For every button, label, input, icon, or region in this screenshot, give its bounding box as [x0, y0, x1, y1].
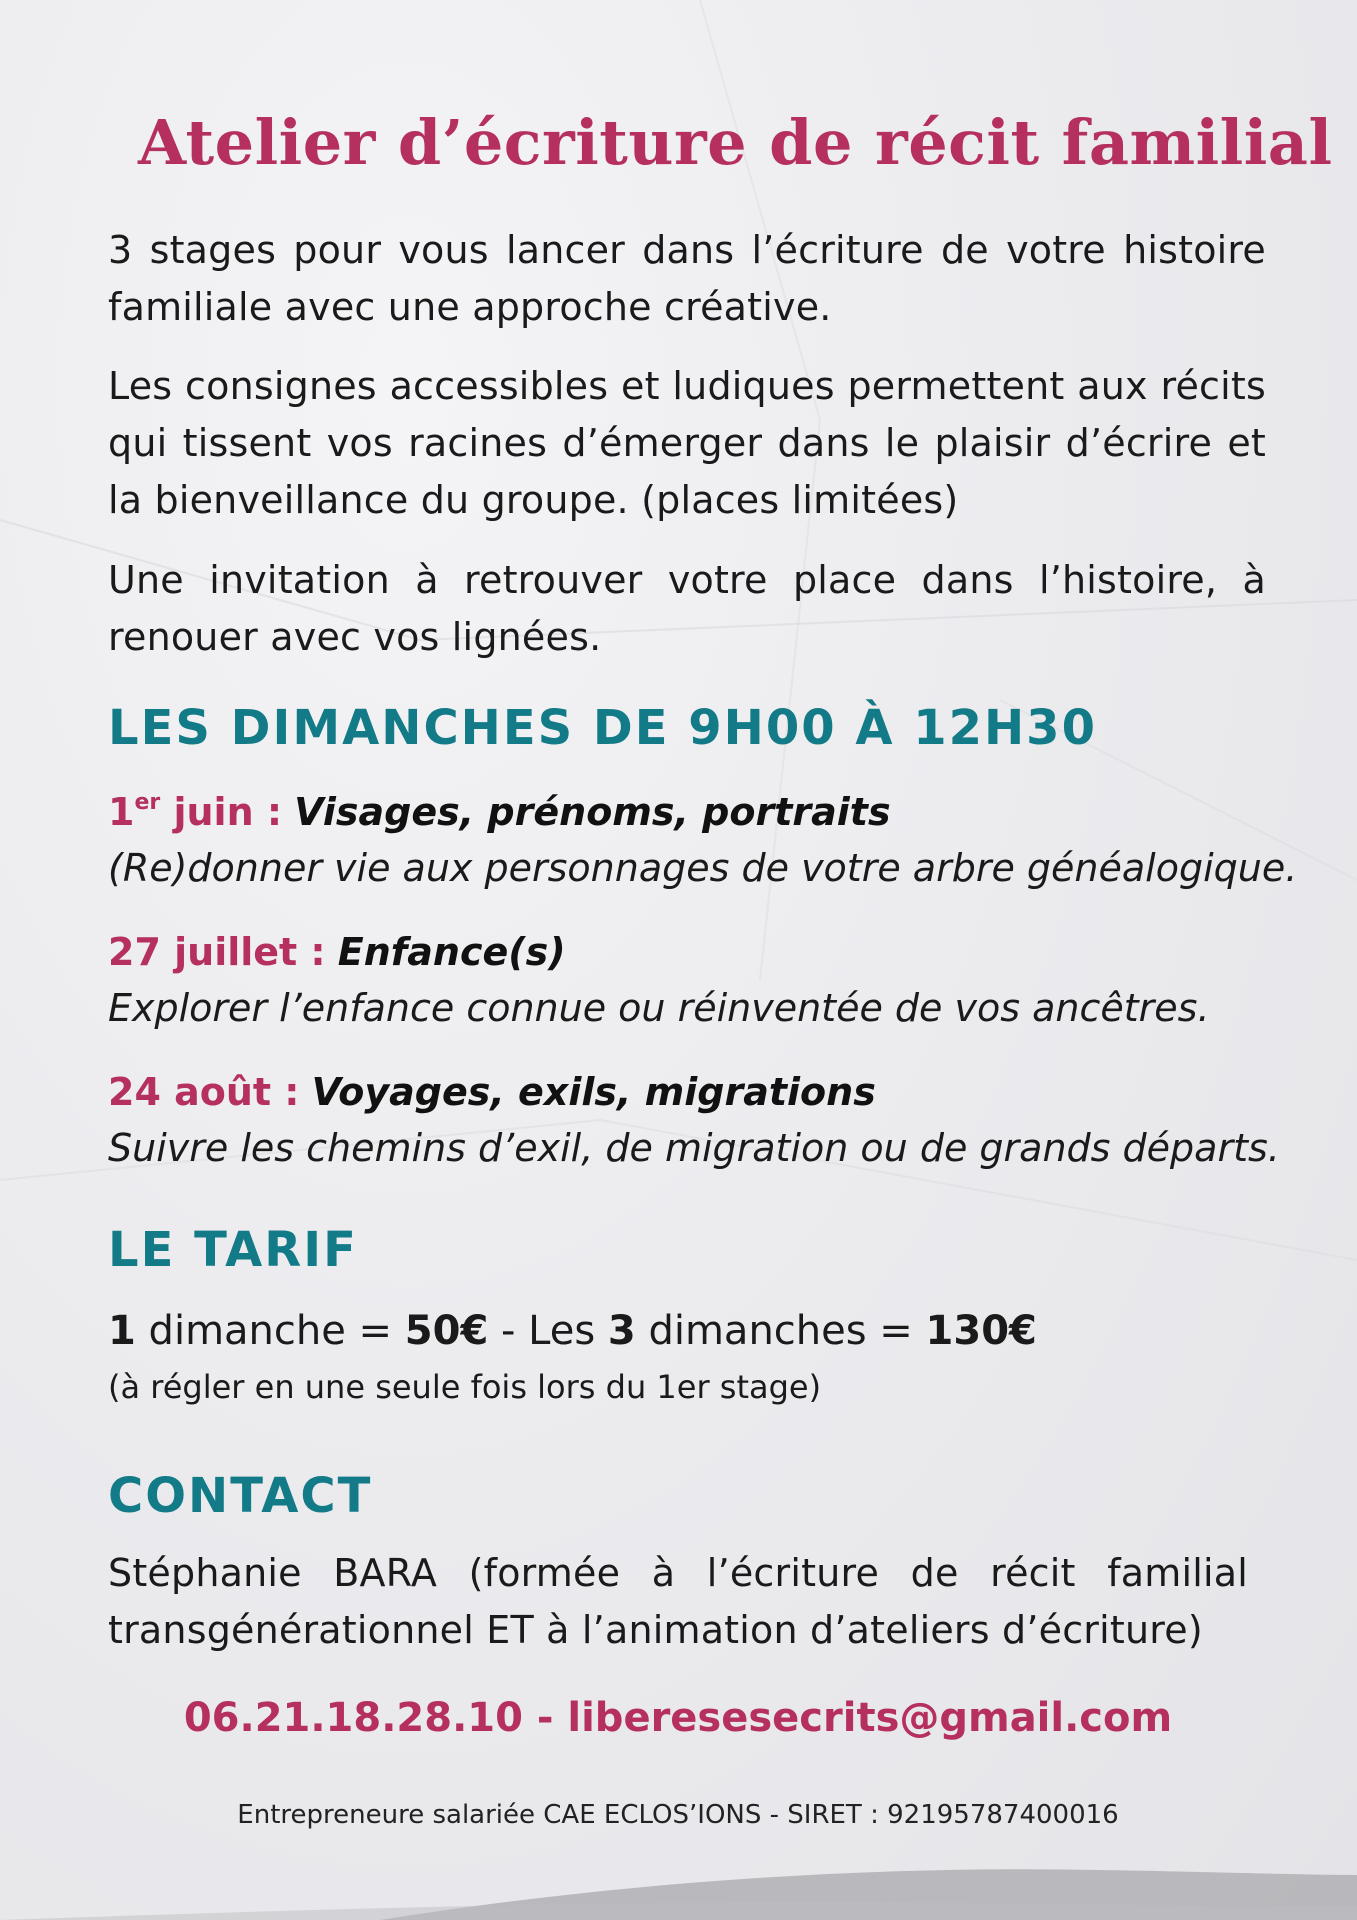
- stage-1-date: 1er juin :: [108, 790, 283, 834]
- stage-2-title: Enfance(s): [337, 930, 566, 974]
- stage-2-desc: Explorer l’enfance connue ou réinventée de vos ancêtres.: [108, 986, 1210, 1030]
- stage-3-title: Voyages, exils, migrations: [311, 1070, 876, 1114]
- intro-paragraph-2: Les consignes accessibles et ludiques permettent aux récits qui tissent vos racines d’émerger dans le plaisir d’écrire et la bienveillance du groupe. (places limitées): [108, 364, 1266, 522]
- intro-paragraph-1: 3 stages pour vous lancer dans l’écriture de votre histoire familiale avec une approche créative.: [108, 228, 1266, 329]
- tarif-heading: LE TARIF: [108, 1222, 358, 1278]
- contact-bio: Stéphanie BARA (formée à l’écriture de récit familial transgénérationnel ET à l’animation d’ateliers d’écriture): [108, 1551, 1248, 1652]
- stage-2-line: [108, 930, 566, 974]
- stage-1-desc: (Re)donner vie aux personnages de votre arbre généalogique.: [108, 846, 1298, 890]
- page-title: Atelier d’écriture de récit familial: [138, 106, 1333, 179]
- tarif-note: (à régler en une seule fois lors du 1er stage): [108, 1368, 822, 1406]
- stage-3-line: [108, 1070, 876, 1114]
- stage-1-title: Visages, prénoms, portraits: [294, 790, 891, 834]
- decorative-wave: [0, 1830, 1357, 1920]
- stage-3-date: 24 août :: [108, 1070, 300, 1114]
- tarif-line: 1 dimanche = 50€ - Les 3 dimanches = 130€: [108, 1308, 1037, 1354]
- stage-2-date: 27 juillet :: [108, 930, 326, 974]
- stage-1-line: [108, 790, 891, 834]
- contact-phone-email[interactable]: 06.21.18.28.10 - liberesesecrits@gmail.com: [183, 1695, 1173, 1741]
- schedule-heading: LES DIMANCHES DE 9H00 À 12H30: [108, 700, 1097, 756]
- contact-heading: CONTACT: [108, 1468, 373, 1524]
- stage-3-desc: Suivre les chemins d’exil, de migration ou de grands départs.: [108, 1126, 1280, 1170]
- intro-paragraph-3: Une invitation à retrouver votre place dans l’histoire, à renouer avec vos lignées.: [108, 558, 1266, 659]
- footer-siret: Entrepreneure salariée CAE ECLOS’IONS - SIRET : 92195787400016: [237, 1800, 1119, 1830]
